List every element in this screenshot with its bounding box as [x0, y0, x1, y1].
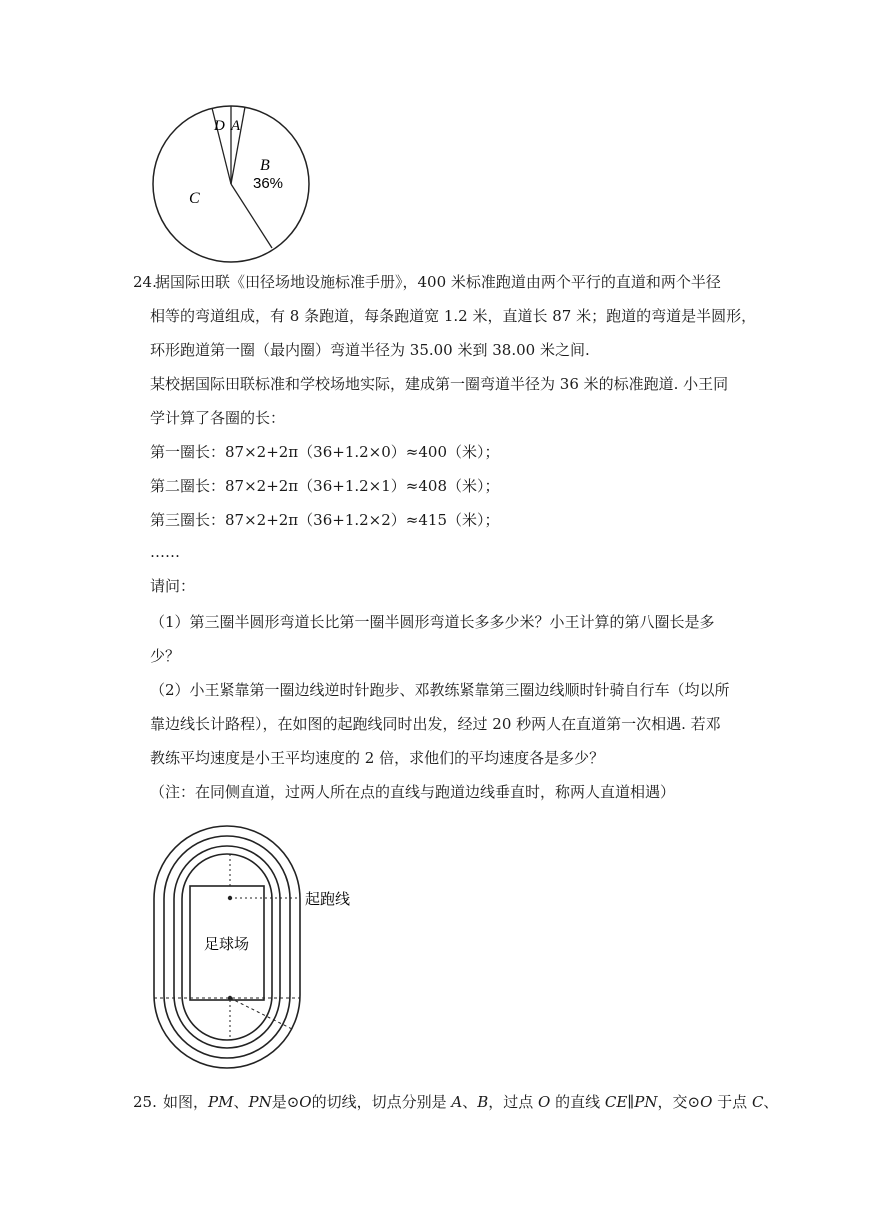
question-prompt: 请问：	[150, 577, 196, 595]
p25-seg-20: 、	[763, 1093, 779, 1111]
p25-seg-7: A	[451, 1093, 463, 1111]
p25-seg-11: O	[538, 1093, 551, 1111]
radius-dashed	[230, 998, 294, 1030]
track-figure	[148, 822, 388, 1072]
p25-seg-4: 是⊙	[271, 1093, 300, 1111]
problem25-number: 25.	[133, 1093, 157, 1111]
pie-label-c: C	[189, 190, 200, 207]
question-2-line-3: 教练平均速度是小王平均速度的 2 倍，求他们的平均速度各是多少？	[150, 749, 605, 767]
start-line-label: 起跑线	[305, 891, 351, 908]
p25-seg-14: ∥	[627, 1093, 635, 1111]
p25-seg-5: O	[299, 1093, 312, 1111]
lap-three-length: 第三圈长：87×2+2π（36+1.2×2）≈415（米）；	[150, 511, 500, 529]
pie-label-b: B	[260, 157, 270, 174]
pie-divider-c	[231, 184, 272, 248]
p25-seg-17: O	[700, 1093, 713, 1111]
p25-seg-12: 的直线	[550, 1093, 605, 1111]
p25-seg-8: 、	[462, 1093, 478, 1111]
p25-seg-10: ，过点	[488, 1093, 539, 1111]
p25-seg-2: 、	[233, 1093, 249, 1111]
problem24-line-1: 据国际田联《田径场地设施标准手册》，400 米标准跑道由两个平行的直道和两个半径	[155, 273, 721, 291]
p25-seg-1: PM	[208, 1093, 234, 1111]
p25-seg-0: 如图，	[163, 1093, 209, 1111]
problem24-line-3: 环形跑道第一圈（最内圈）弯道半径为 35.00 米到 38.00 米之间.	[150, 341, 590, 359]
pie-label-d: D	[214, 118, 225, 134]
p25-seg-16: ，交⊙	[657, 1093, 701, 1111]
question-1-line-1: （1）第三圈半圆形弯道长比第一圈半圆形弯道长多多少米？小王计算的第八圈长是多	[150, 613, 715, 631]
question-2-line-2: 靠边线长计路程），在如图的起跑线同时出发，经过 20 秒两人在直道第一次相遇. 若邓	[150, 715, 721, 733]
upper-center-dot	[228, 896, 232, 900]
question-2-line-1: （2）小王紧靠第一圈边线逆时针跑步、邓教练紧靠第三圈边线顺时针骑自行车（均以所	[150, 681, 730, 699]
problem24-number: 24.	[133, 273, 157, 291]
p25-seg-9: B	[477, 1093, 489, 1111]
ellipsis: ……	[150, 543, 180, 561]
pie-figure	[145, 104, 325, 264]
p25-seg-15: PN	[634, 1093, 658, 1111]
p25-seg-6: 的切线，切点分别是	[311, 1093, 452, 1111]
problem24-line-4: 某校据国际田联标准和学校场地实际，建成第一圈弯道半径为 36 米的标准跑道. 小王同	[150, 375, 729, 393]
p25-seg-3: PN	[248, 1093, 272, 1111]
problem25-text	[163, 1092, 778, 1112]
lap-one-length: 第一圈长：87×2+2π（36+1.2×0）≈400（米）；	[150, 443, 500, 461]
pie-label-b-percent: 36%	[253, 175, 284, 192]
p25-seg-19: C	[751, 1093, 764, 1111]
p25-seg-13: CE	[604, 1093, 628, 1111]
p25-seg-18: 于点	[712, 1093, 752, 1111]
field-label: 足球场	[204, 936, 250, 953]
lap-two-length: 第二圈长：87×2+2π（36+1.2×1）≈408（米）；	[150, 477, 500, 495]
pie-label-a: A	[231, 118, 241, 134]
problem24-line-2: 相等的弯道组成，有 8 条跑道，每条跑道宽 1.2 米，直道长 87 米；跑道的弯道是半圆形，	[150, 307, 757, 325]
note-line: （注：在同侧直道，过两人所在点的直线与跑道边线垂直时，称两人直道相遇）	[150, 783, 676, 801]
problem24-line-5: 学计算了各圈的长：	[150, 409, 286, 427]
question-1-line-2: 少？	[150, 647, 181, 665]
